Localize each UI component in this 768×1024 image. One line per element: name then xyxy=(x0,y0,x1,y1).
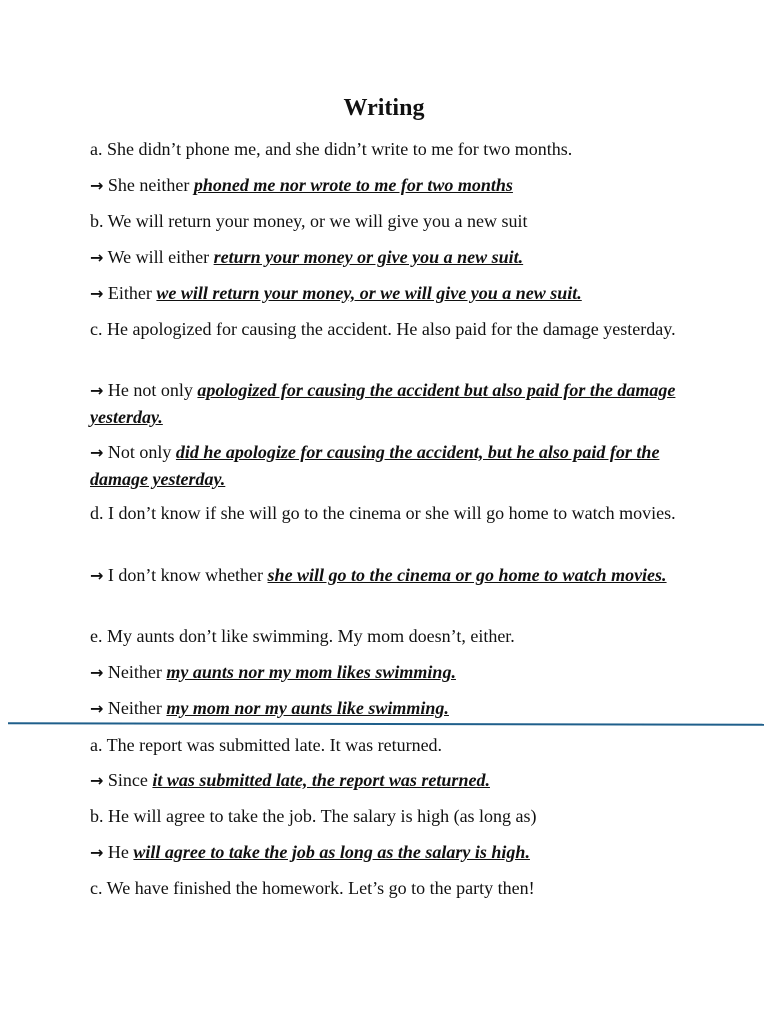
question-b xyxy=(90,208,680,234)
answer-text: my aunts nor my mom likes swimming. xyxy=(166,662,456,682)
question-text: a. She didn’t phone me, and she didn’t write to me for two months. xyxy=(90,139,573,159)
answer-line xyxy=(90,377,680,430)
answer-line xyxy=(90,562,680,589)
question-e xyxy=(90,623,680,649)
page-title: Writing xyxy=(343,95,425,121)
answer-text: we will return your money, or we will give you a new suit. xyxy=(156,283,582,303)
answer-text: apologized for causing the accident but also paid for the damage yesterday. xyxy=(90,380,676,427)
arrow-icon: → xyxy=(90,566,104,585)
answer-text: phoned me nor wrote to me for two months xyxy=(193,175,513,195)
answer-text: did he apologize for causing the accident, but he also paid for the damage yesterday. xyxy=(90,442,660,489)
arrow-icon: → xyxy=(90,663,104,682)
question-text: e. My aunts don’t like swimming. My mom doesn’t, either. xyxy=(90,626,515,646)
question-text: c. We have finished the homework. Let’s go to the party then! xyxy=(90,878,535,898)
answer-text: return your money or give you a new suit. xyxy=(213,247,524,267)
answer-line xyxy=(90,659,680,686)
arrow-icon: → xyxy=(90,443,104,462)
arrow-icon: → xyxy=(90,248,104,267)
arrow-icon: → xyxy=(90,843,104,862)
answer-prefix: She neither xyxy=(107,175,194,195)
question-d xyxy=(90,500,680,526)
arrow-icon: → xyxy=(90,284,104,303)
answer-prefix: Not only xyxy=(107,442,176,462)
answer-prefix: He not only xyxy=(107,380,198,400)
answer-prefix: We will either xyxy=(107,247,214,267)
answer-line xyxy=(90,439,680,492)
answer-prefix: I don’t know whether xyxy=(107,565,268,585)
answer-line xyxy=(90,280,680,307)
answer-line xyxy=(90,695,680,722)
answer-prefix: Either xyxy=(107,283,157,303)
question-c xyxy=(90,316,680,342)
question-a xyxy=(90,732,680,758)
answer-line xyxy=(90,839,680,866)
arrow-icon: → xyxy=(90,771,104,790)
answer-prefix: Neither xyxy=(107,698,167,718)
answer-prefix: He xyxy=(107,842,134,862)
answer-text: it was submitted late, the report was returned. xyxy=(152,770,490,790)
question-text: d. I don’t know if she will go to the cinema or she will go home to watch movies. xyxy=(90,503,676,523)
question-text: b. He will agree to take the job. The salary is high (as long as) xyxy=(90,806,537,826)
answer-prefix: Since xyxy=(107,770,153,790)
answer-line xyxy=(90,244,680,271)
question-text: a. The report was submitted late. It was returned. xyxy=(90,735,443,755)
question-c xyxy=(90,875,680,901)
arrow-icon: → xyxy=(90,176,104,195)
answer-text: will agree to take the job as long as the salary is high. xyxy=(133,842,530,862)
question-text: b. We will return your money, or we will give you a new suit xyxy=(90,211,528,231)
answer-line xyxy=(90,172,680,199)
arrow-icon: → xyxy=(90,699,104,718)
arrow-icon: → xyxy=(90,381,104,400)
answer-prefix: Neither xyxy=(107,662,167,682)
question-b xyxy=(90,803,680,829)
answer-text: my mom nor my aunts like swimming. xyxy=(166,698,449,718)
question-a xyxy=(90,136,680,162)
question-text: c. He apologized for causing the accident. He also paid for the damage yesterday. xyxy=(90,319,676,339)
answer-text: she will go to the cinema or go home to watch movies. xyxy=(267,565,667,585)
section-divider xyxy=(8,722,764,726)
answer-line xyxy=(90,767,680,794)
